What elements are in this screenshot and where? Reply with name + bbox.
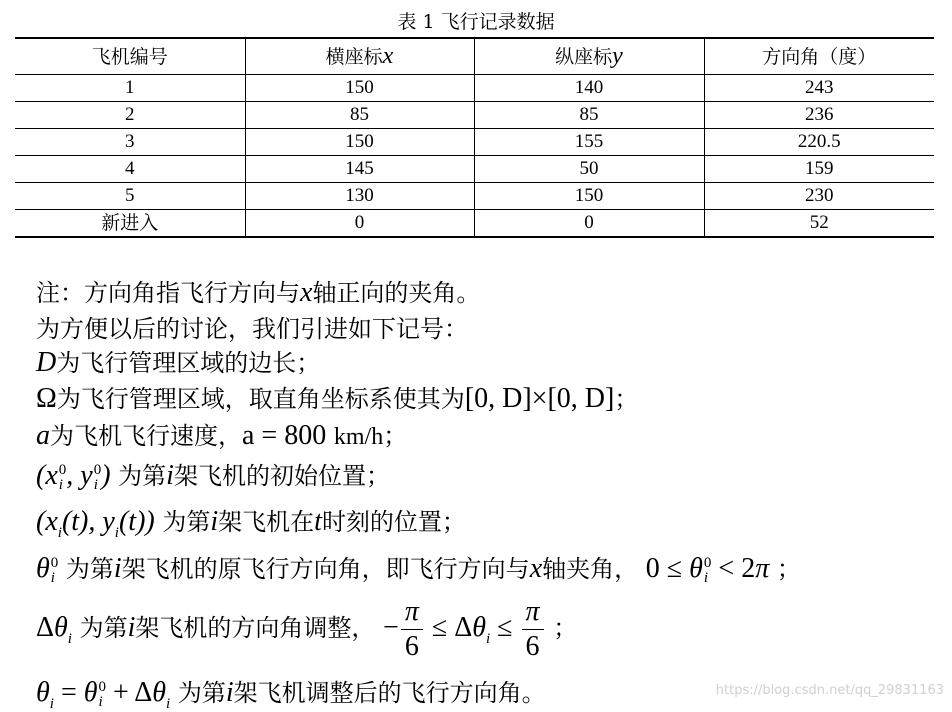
cell-angle: 230 [704, 183, 934, 210]
delta-theta-math: $\Delta\theta_i$ [36, 611, 72, 647]
cell-x: 85 [245, 102, 474, 129]
cell-angle: 159 [704, 156, 934, 183]
note-speed: a为飞机飞行速度，a = 800 km/h； [36, 420, 408, 451]
cell-angle: 236 [704, 102, 934, 129]
cell-y: 85 [474, 102, 704, 129]
note-position-at-t: ($x_i(t)$, $y_i(t)$) 为第i架飞机在t时刻的位置； [36, 506, 466, 541]
cell-y: 50 [474, 156, 704, 183]
cell-y: 140 [474, 75, 704, 102]
note-omega: Ω为飞行管理区域，取直角坐标系使其为[0, D]×[0, D]； [36, 383, 639, 414]
table-row [15, 210, 934, 238]
note-initial-position: (x 0 i , y 0 i ) 为第i架飞机的初始位置； [36, 460, 390, 493]
adjustment-range-math: − $\frac{\pi}{6}$ ≤ $\Delta\theta_i$ ≤ $\frac{\pi}{6}$ [383, 612, 546, 643]
cell-x: 150 [245, 129, 474, 156]
omega-domain-math: [0, D]×[0, D] [464, 383, 615, 414]
cell-id: 2 [125, 104, 135, 125]
cell-id: 3 [125, 131, 135, 152]
note-angle-adjustment: $\Delta\theta_i$ 为第i架飞机的方向角调整， − $\frac{\pi}{6}$ ≤ $\Delta\theta_i$ ≤ $\frac{\pi}{6}$ ； [36, 596, 578, 662]
theta-i0-math: θ 0 i [36, 553, 59, 586]
cell-x: 0 [245, 210, 474, 238]
table-row [15, 102, 934, 129]
initial-position-math: (x 0 i , y 0 i ) [36, 460, 111, 493]
cell-x: 130 [245, 183, 474, 210]
cell-y: 155 [474, 129, 704, 156]
watermark-text: https://blog.csdn.net/qq_29831163 [715, 683, 944, 698]
cell-angle: 243 [704, 75, 934, 102]
cell-angle: 220.5 [704, 129, 934, 156]
header-direction-angle: 方向角（度） [704, 38, 934, 75]
table-caption: 表 1 飞行记录数据 [397, 11, 555, 33]
note-D: D为飞行管理区域的边长； [36, 347, 321, 378]
cell-y: 150 [474, 183, 704, 210]
cell-id: 4 [125, 158, 135, 179]
table-row [15, 75, 934, 102]
adjusted-angle-math: $\theta_i = \theta$ 0 i + $\Delta\theta_i$ [36, 677, 171, 712]
cell-x: 150 [245, 75, 474, 102]
position-at-t-math: ($x_i(t)$, $y_i(t)$) [36, 506, 155, 541]
flight-record-table [15, 37, 934, 238]
header-x-coordinate: 横座标x [245, 38, 474, 75]
angle-range-math: 0 ≤ θ 0 i < 2π [645, 553, 770, 586]
note-direction-angle: 注：方向角指飞行方向与x轴正向的夹角。 [36, 277, 481, 308]
cell-angle: 52 [704, 210, 934, 238]
cell-id: 新进入 [101, 212, 159, 234]
header-plane-id: 飞机编号 [91, 45, 168, 68]
table-row [15, 156, 934, 183]
note-original-angle: θ 0 i 为第i架飞机的原飞行方向角，即飞行方向与x轴夹角， 0 ≤ θ 0 i < 2π ； [36, 553, 801, 586]
cell-y: 0 [474, 210, 704, 238]
note-adjusted-angle: $\theta_i = \theta$ 0 i + $\Delta\theta_i$ 为第i架飞机调整后的飞行方向角。 [36, 677, 546, 712]
table-header-row [15, 38, 934, 75]
cell-x: 145 [245, 156, 474, 183]
cell-id: 1 [125, 77, 135, 98]
cell-id: 5 [125, 185, 135, 206]
table-row [15, 183, 934, 210]
header-y-coordinate: 纵座标y [474, 38, 704, 75]
table-row [15, 129, 934, 156]
note-intro: 为方便以后的讨论，我们引进如下记号： [36, 315, 468, 343]
